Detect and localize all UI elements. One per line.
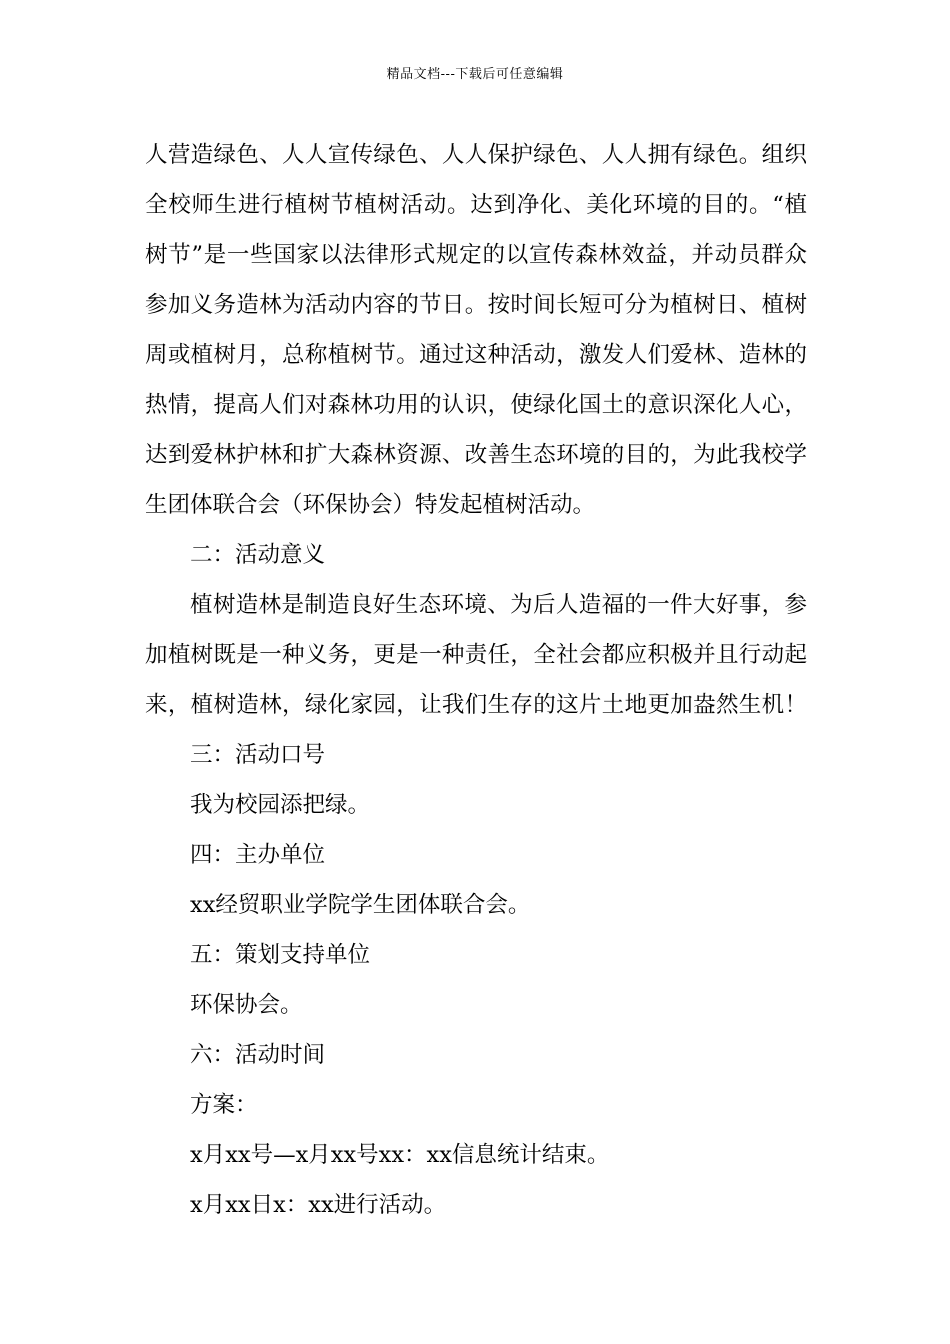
text-line-content: x月xx号—x月xx号xx：xx信息统计结束。 (190, 1142, 610, 1168)
text-line-content: xx经贸职业学院学生团体联合会。 (190, 892, 531, 918)
text-line (145, 480, 807, 530)
text-line (145, 1180, 807, 1230)
text-line (145, 380, 807, 430)
text-line (145, 980, 807, 1030)
text-line-content: 五：策划支持单位 (190, 942, 371, 968)
text-line-content: 加植树既是一种义务，更是一种责任，全社会都应积极并且行动起 (145, 642, 807, 668)
text-line (145, 1130, 807, 1180)
text-line-content: 人营造绿色、人人宣传绿色、人人保护绿色、人人拥有绿色。组织 (145, 142, 807, 168)
text-line (145, 430, 807, 480)
text-line (145, 880, 807, 930)
text-line-content: 全校师生进行植树节植树活动。达到净化、美化环境的目的。“植 (145, 192, 807, 218)
text-line-content: 热情，提高人们对森林功用的认识，使绿化国土的意识深化人心， (145, 392, 807, 418)
text-line (145, 230, 807, 280)
text-line-content: 参加义务造林为活动内容的节日。按时间长短可分为植树日、植树 (145, 292, 807, 318)
text-line-content: 周或植树月，总称植树节。通过这种活动，激发人们爱林、造林的 (145, 342, 807, 368)
text-line-content: 树节”是一些国家以法律形式规定的以宣传森林效益，并动员群众 (145, 242, 807, 268)
text-line-content: 三：活动口号 (190, 742, 326, 768)
text-line-content: 二：活动意义 (190, 542, 326, 568)
text-line (145, 1080, 807, 1130)
text-line-content: 植树造林是制造良好生态环境、为后人造福的一件大好事，参 (190, 592, 807, 618)
text-line (145, 830, 807, 880)
text-line (145, 780, 807, 830)
text-line (145, 580, 807, 630)
text-line (145, 1030, 807, 1080)
text-line (145, 130, 807, 180)
document-body (145, 130, 807, 1230)
text-line-content: 方案： (190, 1092, 258, 1118)
text-line-content: 环保协会。 (190, 992, 303, 1018)
text-line-content: 四：主办单位 (190, 842, 326, 868)
text-line-content: 生团体联合会（环保协会）特发起植树活动。 (145, 492, 596, 518)
text-line-content: 六：活动时间 (190, 1042, 326, 1068)
text-line-content: x月xx日x：xx进行活动。 (190, 1192, 447, 1218)
text-line (145, 680, 807, 730)
text-line (145, 730, 807, 780)
text-line (145, 630, 807, 680)
text-line (145, 280, 807, 330)
text-line-content: 我为校园添把绿。 (190, 792, 371, 818)
text-line (145, 930, 807, 980)
text-line (145, 330, 807, 380)
text-lines (145, 130, 807, 1230)
text-line-content: 来，植树造林，绿化家园，让我们生存的这片土地更加盎然生机！ (145, 692, 807, 718)
text-line-content: 达到爱林护林和扩大森林资源、改善生态环境的目的，为此我校学 (145, 442, 807, 468)
text-line (145, 180, 807, 230)
text-line (145, 530, 807, 580)
page-header: 精品文档---下载后可任意编辑 (386, 67, 564, 82)
